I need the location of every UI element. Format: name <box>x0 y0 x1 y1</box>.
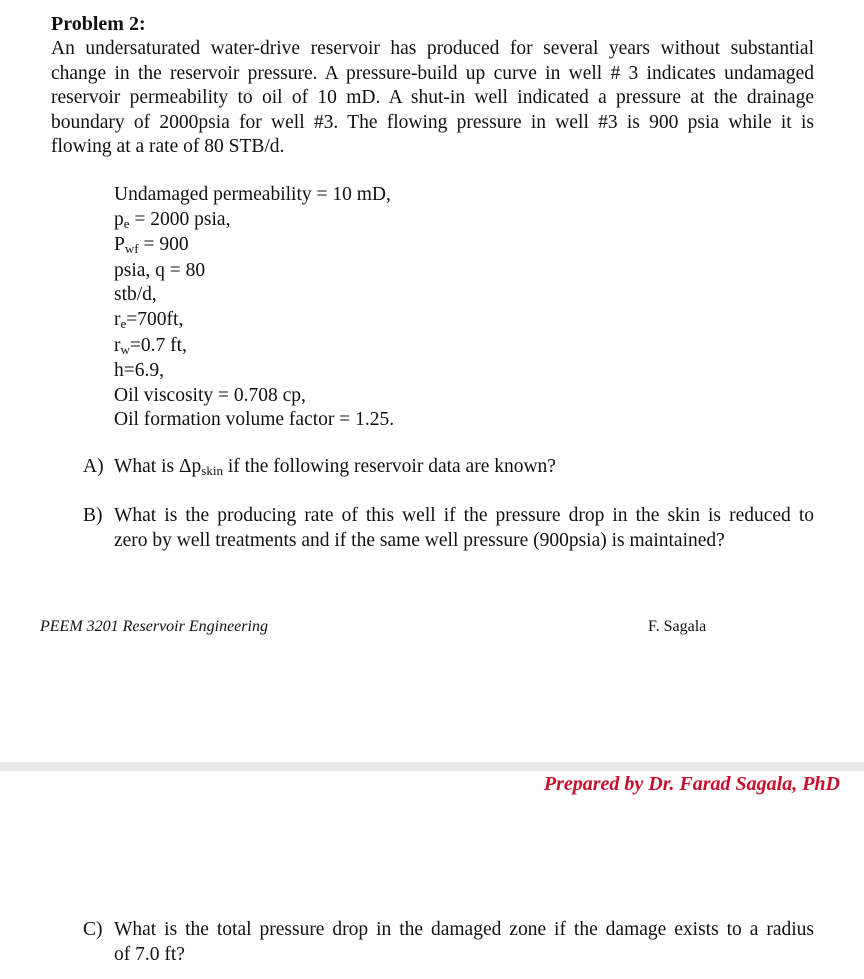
problem-statement-line: change in the reservoir pressure. A pressure-build up curve in well # 3 indicates undamaged <box>51 62 814 84</box>
problem-statement-line: An undersaturated water-drive reservoir has produced for several years without substantial <box>51 38 814 59</box>
question-a <box>83 455 556 481</box>
question-b-label: B) <box>83 505 103 526</box>
page-divider <box>0 762 864 771</box>
question-a-label: A) <box>83 456 104 477</box>
footer-author: F. Sagala <box>648 618 707 635</box>
problem-statement-line: reservoir permeability to oil of 10 mD. A shut-in well indicated a pressure at the drainage <box>51 87 814 109</box>
given-pwf: Pwf = 900 <box>114 234 189 257</box>
given-permeability: Undamaged permeability = 10 mD, <box>114 184 391 205</box>
question-c-line: What is the total pressure drop in the damaged zone if the damage exists to a radius <box>114 919 814 940</box>
problem-statement-line: flowing at a rate of 80 STB/d. <box>51 136 285 158</box>
question-a-text: What is Δpskin if the following reservoir data are known? <box>114 456 556 478</box>
given-viscosity: Oil viscosity = 0.708 cp, <box>114 384 306 406</box>
given-data-list <box>114 183 394 433</box>
question-c-line: of 7.0 ft? <box>114 943 185 965</box>
question-b-line: zero by well treatments and if the same well pressure (900psia) is maintained? <box>114 529 725 551</box>
given-stbd: stb/d, <box>114 284 157 306</box>
question-c-text <box>114 918 814 967</box>
prepared-by-watermark: Prepared by Dr. Farad Sagala, PhD <box>543 773 840 795</box>
given-pe: pe = 2000 psia, <box>114 208 231 231</box>
given-re: re=700ft, <box>114 308 184 331</box>
given-psia-q: psia, q = 80 <box>114 259 206 281</box>
problem-statement <box>51 37 814 160</box>
given-rw: rw=0.7 ft, <box>114 334 187 357</box>
question-c-label: C) <box>83 919 103 940</box>
question-b <box>83 504 814 553</box>
footer-course-title: PEEM 3201 Reservoir Engineering <box>40 618 268 635</box>
problem-statement-line: boundary of 2000psia for well #3. The flowing pressure in well #3 is 900 psia while it is <box>51 111 814 133</box>
given-fvf: Oil formation volume factor = 1.25. <box>114 409 395 431</box>
problem-title: Problem 2: <box>51 13 146 35</box>
question-b-line: What is the producing rate of this well if the pressure drop in the skin is reduced to <box>114 505 814 526</box>
given-thickness: h=6.9, <box>114 360 164 382</box>
question-c <box>83 918 814 967</box>
question-b-text <box>114 504 814 553</box>
